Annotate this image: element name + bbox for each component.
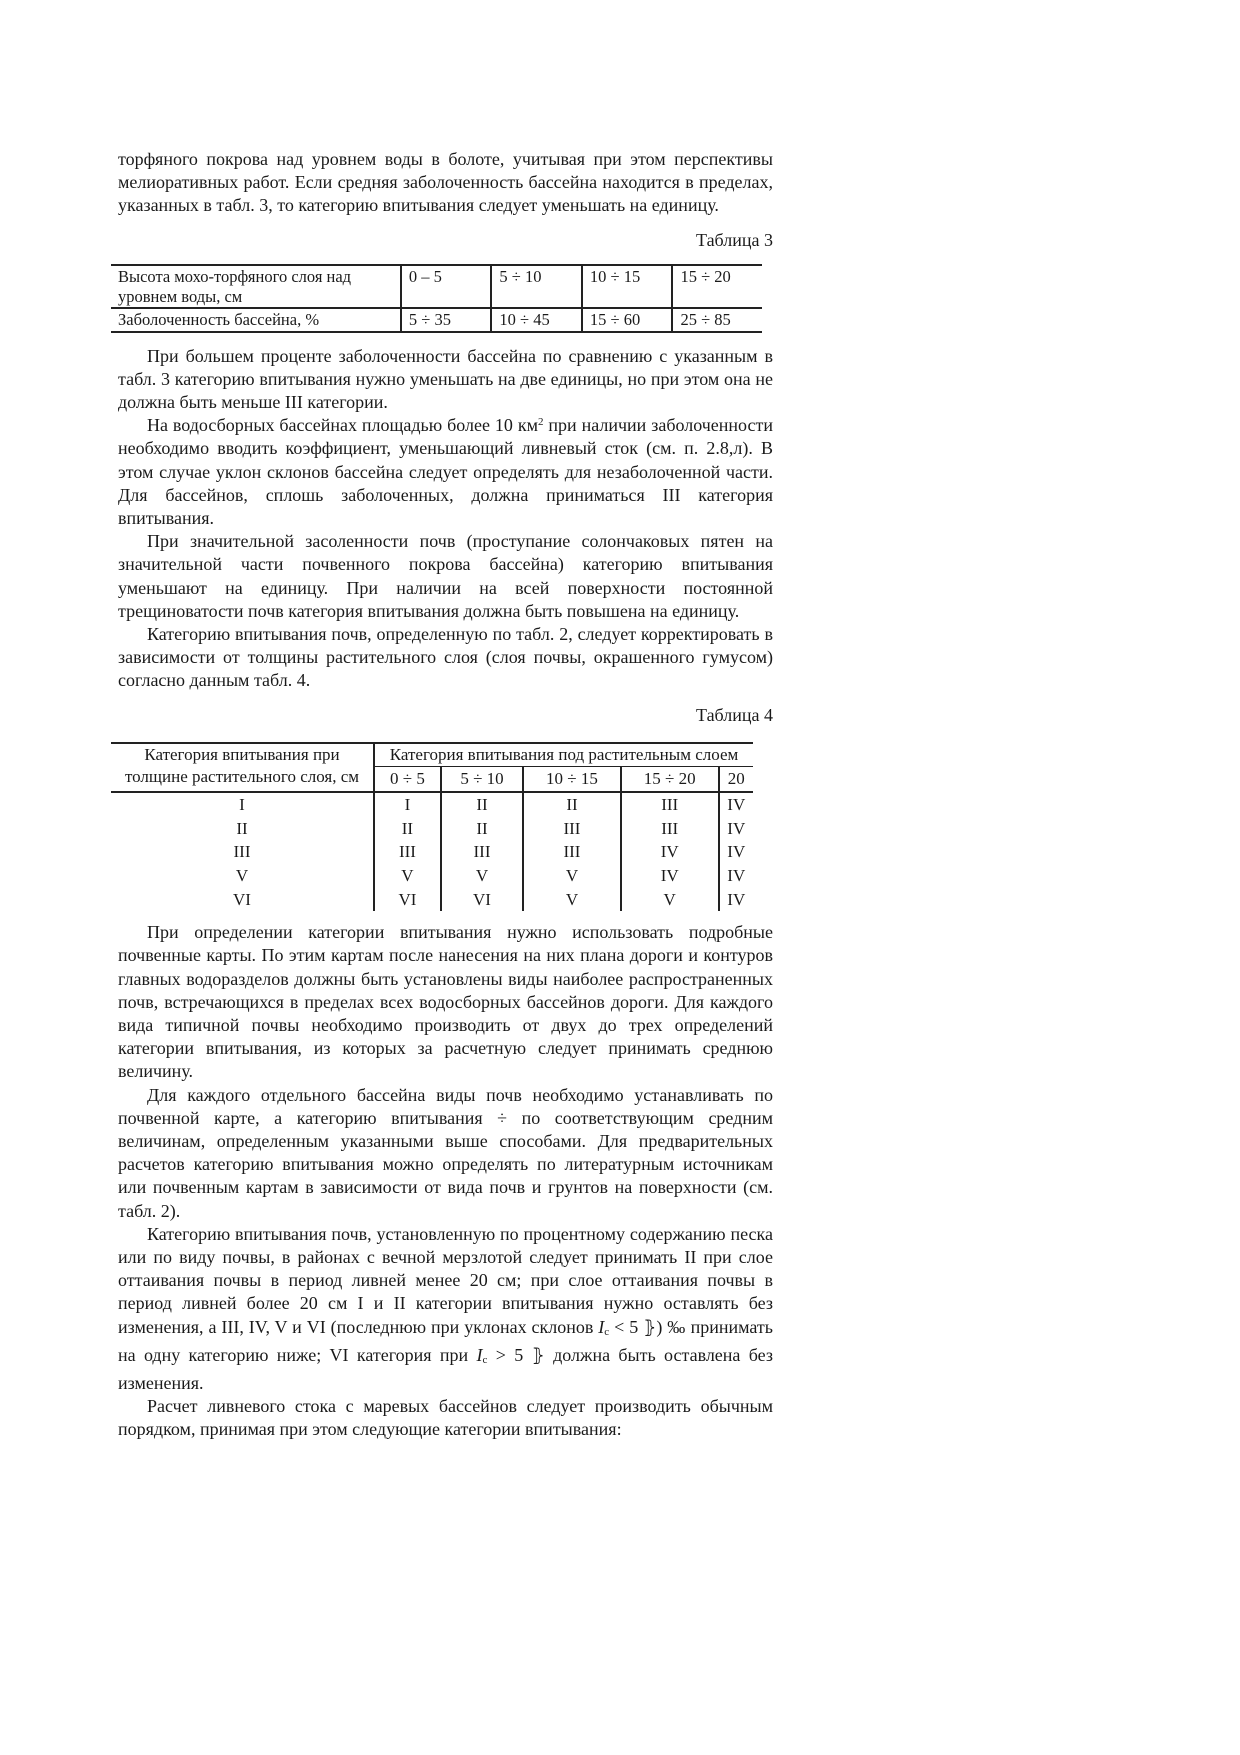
table-cell: 5 ÷ 10 (491, 265, 582, 308)
table-cell: II (441, 817, 523, 841)
paragraph-3-text-b: при наличии заболоченности необходимо вводить коэффициент, уменьшающий ливневый сток (см. п. 2.8,л). В этом случае уклон склонов бассейна следует определять для незаболоченной части. Для бассейнов, сплошь заболоченных, должна приниматься III категория впитывания. (118, 415, 773, 529)
table-cell: V (621, 888, 719, 912)
paragraph-7: Для каждого отдельного бассейна виды почв необходимо устанавливать по почвенной карте, а категорию впитывания ÷ по соответствующим средним величинам, определенным указанными выше способами. Для предварительных расчетов категорию впитывания можно определять по литературным источникам или почвенным картам в зависимости от вида почв и грунтов на поверхности (см. табл. 2). (118, 1084, 773, 1221)
table-row (111, 817, 753, 841)
table-cell: 0 – 5 (401, 265, 492, 308)
table-header-row (111, 743, 753, 767)
table-cell: III (233, 842, 251, 862)
table-cell: IV (621, 864, 719, 888)
table-4-col0-header: Категория впитывания при толщине растительного слоя, см (111, 743, 374, 793)
table-cell: I (374, 792, 441, 817)
table-cell: IV (621, 840, 719, 864)
table-cell: III (523, 840, 621, 864)
table-4-subheader: 5 ÷ 10 (441, 767, 523, 793)
table-cell: VI (374, 888, 441, 912)
table-cell: VI (441, 888, 523, 912)
slope-symbol: I (598, 1316, 605, 1337)
table-cell: VI (233, 889, 251, 909)
table-row (111, 840, 753, 864)
document-page (118, 148, 773, 1442)
paragraph-8-text-b: < 5 ⦄) ‰ принимать на одну категорию ниже; VI категория при (118, 1316, 773, 1365)
table-cell: V (441, 864, 523, 888)
table-3 (111, 264, 762, 333)
paragraph-5: Категорию впитывания почв, определенную по табл. 2, следует корректировать в зависимости от толщины растительного слоя (слоя почвы, окрашенного гумусом) согласно данным табл. 4. (118, 624, 773, 691)
paragraph-8-text-a: Категорию впитывания почв, установленную по процентному содержанию песка или по виду почвы, в районах с вечной мерзлотой следует принимать II при слое оттаивания почвы в период ливней менее 20 см; при слое оттаивания почвы в период ливней более 20 см I и II категории впитывания нужно оставлять без изменения, а III, IV, V и VI (последнюю при уклонах склонов (118, 1223, 773, 1337)
table-3-row1-label: Высота мохо-торфяного слоя над уровнем воды, см (111, 265, 401, 308)
paragraph-8-text-c: > 5 ⦄ должна быть оставлена без изменения. (118, 1344, 773, 1393)
table-cell: II (441, 792, 523, 817)
paragraph-6: При определении категории впитывания нужно использовать подробные почвенные карты. По этим картам после нанесения на них плана дороги и контуров главных водоразделов должны быть установлены виды наиболее распространенных почв, встречающихся в пределах всех водосборных бассейнов дороги. Для каждого вида типичной почвы необходимо производить от двух до трех определений категории впитывания, из которых за расчетную следует принимать среднюю величину. (118, 922, 773, 1082)
table-cell: III (621, 817, 719, 841)
table-cell: V (523, 864, 621, 888)
slope-symbol: I (476, 1344, 483, 1365)
table-cell: I (239, 795, 245, 815)
table-cell: V (235, 865, 249, 885)
table-4-subheader: 15 ÷ 20 (621, 767, 719, 793)
slope-subscript: c (482, 1353, 488, 1366)
table-cell: V (523, 888, 621, 912)
table-4-subheader: 0 ÷ 5 (374, 767, 441, 793)
paragraph-8 (118, 1223, 773, 1395)
table-cell: II (374, 817, 441, 841)
table-cell: 10 ÷ 15 (582, 265, 673, 308)
table-row (111, 265, 762, 308)
paragraph-4: При значительной засоленности почв (проступание солончаковых пятен на значительной части почвенного покрова бассейна) категорию впитывания уменьшают на единицу. При наличии на всей поверхности постоянной трещиноватости почв категория впитывания должна быть повышена на единицу. (118, 531, 773, 621)
table-cell: IV (719, 840, 753, 864)
table-cell: 25 ÷ 85 (672, 308, 762, 332)
table-cell: V (374, 864, 441, 888)
table-4-subheader: 10 ÷ 15 (523, 767, 621, 793)
table-cell: IV (719, 888, 753, 912)
table-3-caption: Таблица 3 (696, 229, 773, 250)
table-cell: II (523, 792, 621, 817)
table-3-row2-label: Заболоченность бассейна, % (111, 308, 401, 332)
table-row (111, 308, 762, 332)
table-row (111, 888, 753, 912)
paragraph-2: При большем проценте заболоченности бассейна по сравнению с указанным в табл. 3 категорию впитывания нужно уменьшать на две единицы, но при этом она не должна быть меньше III категории. (118, 345, 773, 413)
table-4 (111, 742, 753, 911)
table-4-subheader: 20 (719, 767, 753, 793)
table-4-group-header: Категория впитывания под растительным слоем (374, 743, 753, 767)
table-row (111, 792, 753, 817)
slope-subscript: c (604, 1325, 610, 1338)
table-cell: III (374, 840, 441, 864)
table-cell: III (441, 840, 523, 864)
table-row (111, 864, 753, 888)
table-cell: III (523, 817, 621, 841)
table-cell: 5 ÷ 35 (401, 308, 492, 332)
table-cell: IV (719, 864, 753, 888)
paragraph-9: Расчет ливневого стока с маревых бассейнов следует производить обычным порядком, принимая при этом следующие категории впитывания: (118, 1396, 773, 1440)
table-cell: 15 ÷ 60 (582, 308, 673, 332)
table-cell: 10 ÷ 45 (491, 308, 582, 332)
paragraph-3-text-a: На водосборных бассейнах площадью более 10 км (147, 415, 538, 436)
table-cell: IV (719, 817, 753, 841)
table-cell: 15 ÷ 20 (672, 265, 762, 308)
table-cell: IV (719, 792, 753, 817)
paragraph-1: торфяного покрова над уровнем воды в болоте, учитывая при этом перспективы мелиоративных работ. Если средняя заболоченность бассейна находится в пределах, указанных в табл. 3, то категорию впитывания следует уменьшать на единицу. (118, 149, 773, 216)
superscript: 2 (537, 416, 544, 429)
table-4-caption: Таблица 4 (696, 704, 773, 725)
table-cell: III (621, 792, 719, 817)
paragraph-3 (118, 414, 773, 530)
table-cell: II (236, 818, 248, 838)
